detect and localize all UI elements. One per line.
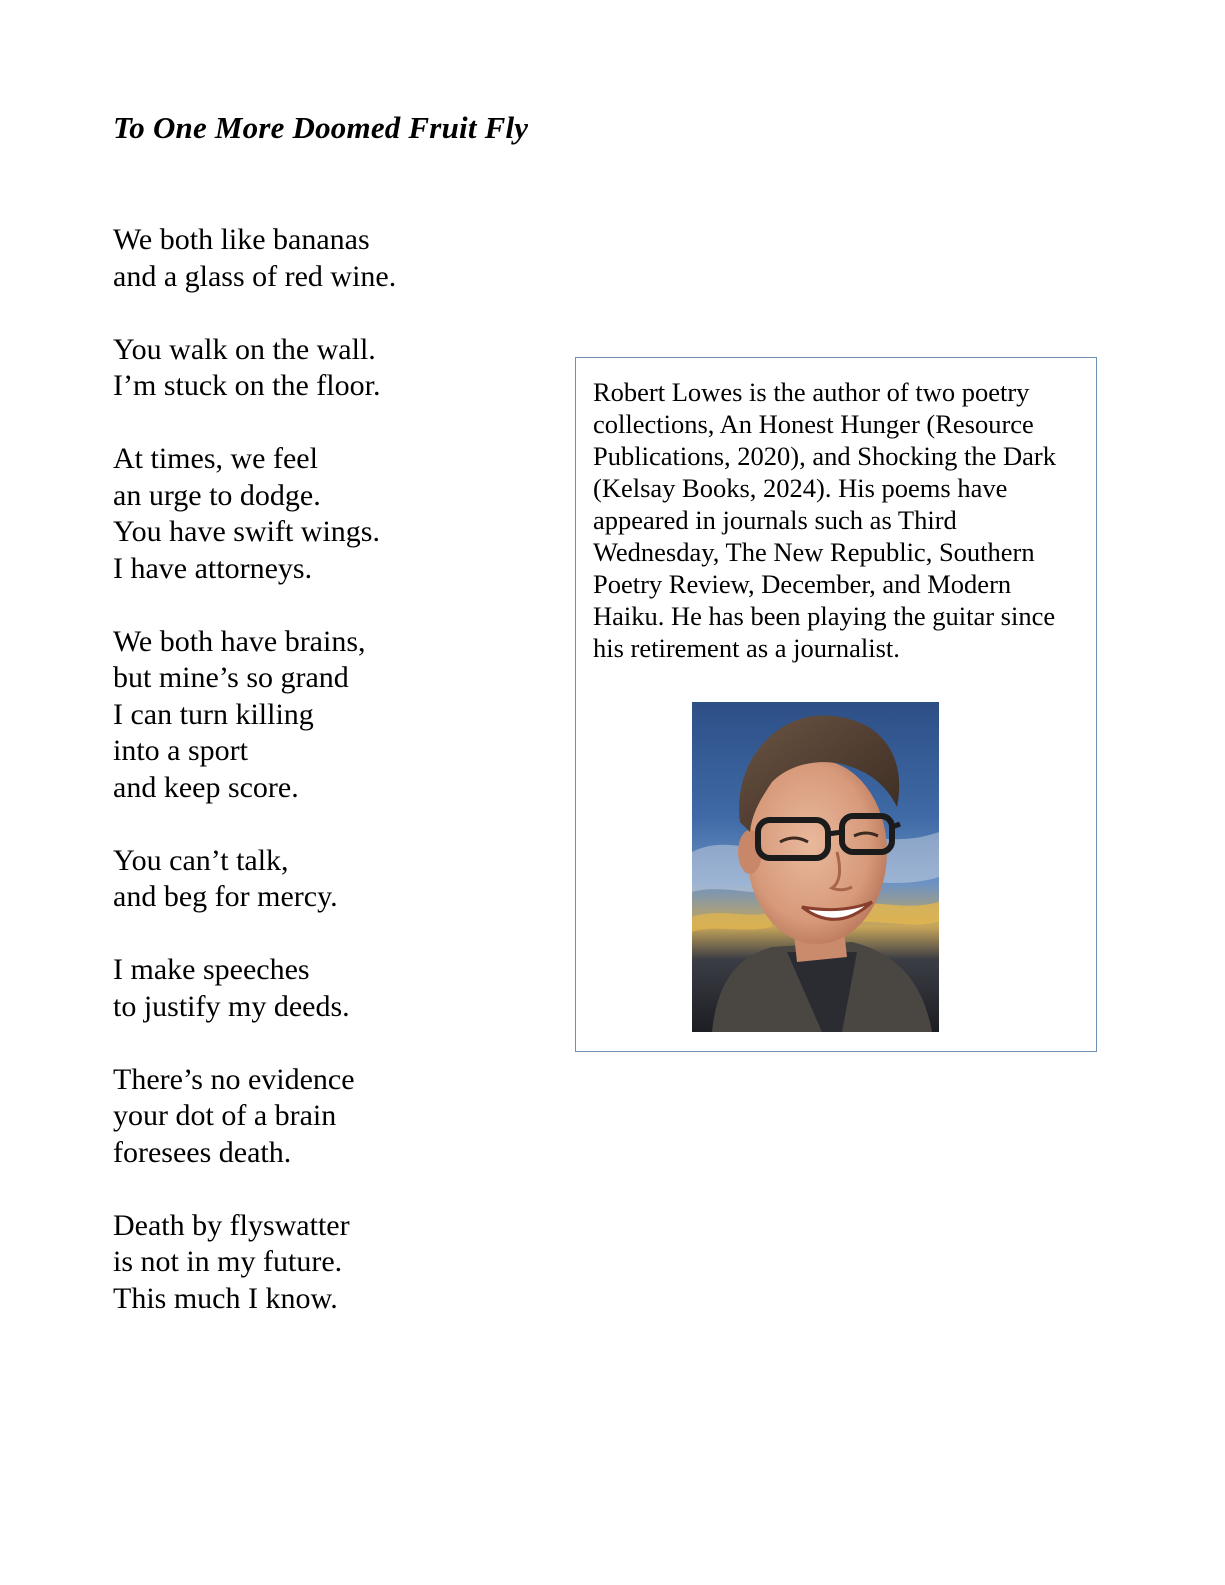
stanza xyxy=(113,441,553,587)
poem-line: Death by flyswatter xyxy=(113,1208,350,1242)
poem-title: To One More Doomed Fruit Fly xyxy=(113,110,529,145)
stanza xyxy=(113,952,553,1025)
poem-line: At times, we feel xyxy=(113,442,318,475)
poem-line: I have attorneys. xyxy=(113,551,313,585)
stanza xyxy=(113,1208,553,1318)
poem-line: I’m stuck on the floor. xyxy=(113,369,381,402)
poem-line: This much I know. xyxy=(113,1281,338,1315)
stanza xyxy=(113,332,553,405)
poem-line: foresees death. xyxy=(113,1135,292,1169)
poem-line: your dot of a brain xyxy=(113,1099,337,1132)
poem-line: We both have brains, xyxy=(113,624,366,658)
poem-line: and keep score. xyxy=(113,770,299,804)
poem-line: but mine’s so grand xyxy=(113,661,349,694)
stanza xyxy=(113,843,553,916)
poem-line: You can’t talk, xyxy=(113,843,289,877)
poem-line: You have swift wings. xyxy=(113,515,380,548)
poem-line: I make speeches xyxy=(113,953,310,986)
poem-line: is not in my future. xyxy=(113,1245,343,1278)
stanza xyxy=(113,624,553,807)
poem-line: an urge to dodge. xyxy=(113,478,321,512)
author-bio-text: Robert Lowes is the author of two poetry collections, An Honest Hunger (Resource Publications, 2020), and Shocking the Dark (Kelsay Books, 2024). His poems have appeared in journals such as Third Wednesday, The New Republic, Southern Poetry Review, December, and Modern Haiku. He has been playing the guitar since his retirement as a journalist. xyxy=(593,377,1056,663)
author-portrait-image xyxy=(692,702,939,1032)
poem-line: I can turn killing xyxy=(113,697,314,731)
poem-line: and beg for mercy. xyxy=(113,880,338,913)
poem-line: There’s no evidence xyxy=(113,1062,355,1096)
stanza xyxy=(113,222,553,295)
poem-body xyxy=(113,222,553,1354)
poem-line: into a sport xyxy=(113,734,248,767)
stanza xyxy=(113,1062,553,1172)
author-photo xyxy=(692,702,939,1032)
poem-line: to justify my deeds. xyxy=(113,989,350,1023)
poem-line: and a glass of red wine. xyxy=(113,259,397,293)
author-bio-box xyxy=(575,357,1097,1052)
poem-line: We both like bananas xyxy=(113,223,370,256)
poem-line: You walk on the wall. xyxy=(113,332,376,366)
